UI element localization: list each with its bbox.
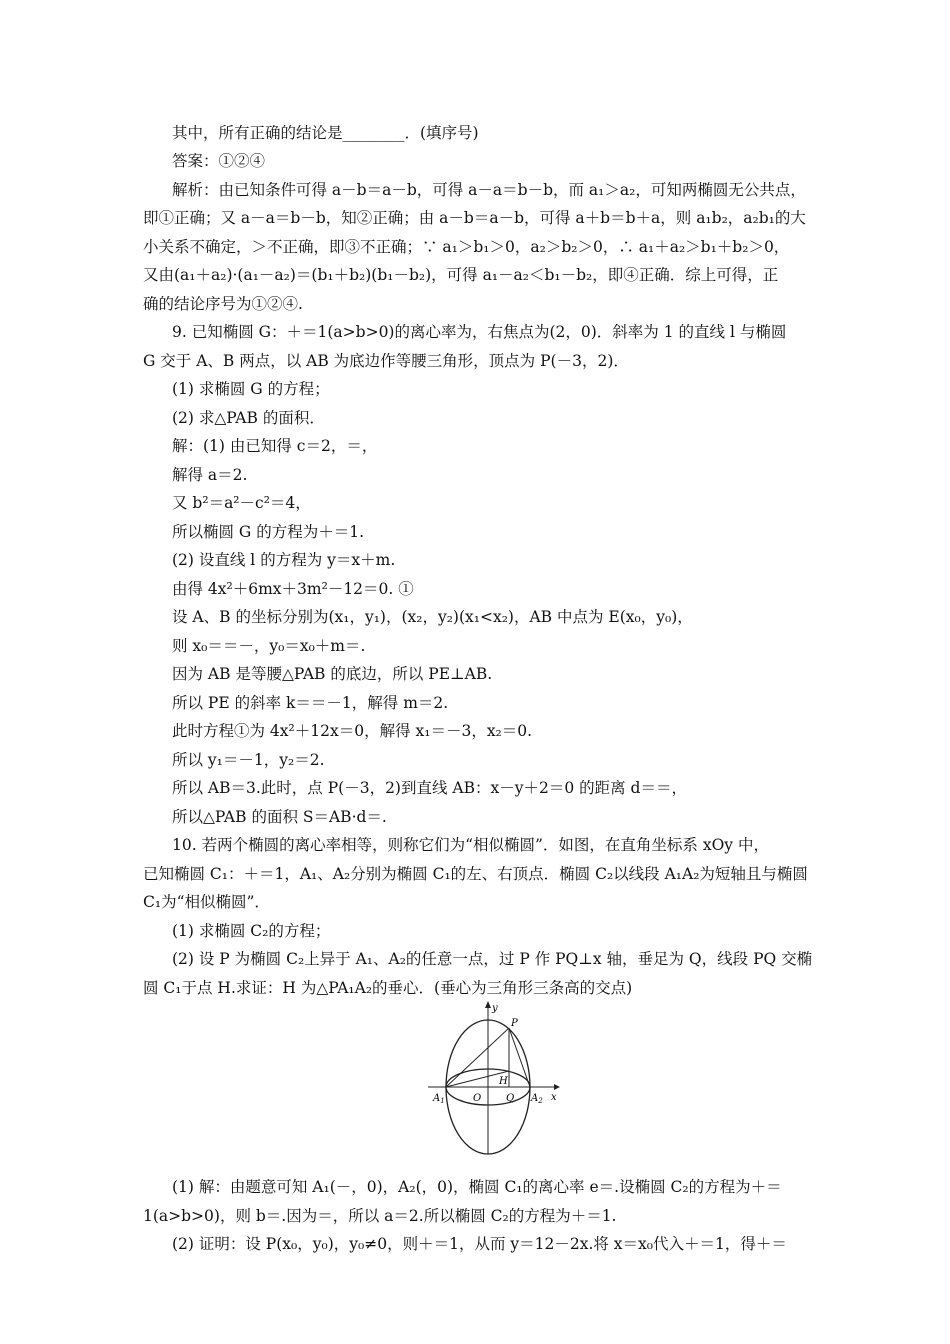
text-line: 已知椭圆 C₁：＋＝1，A₁、A₂分别为椭圆 C₁的左、右顶点．椭圆 C₂以线段 A₁A₂为短轴且与椭圆: [143, 865, 808, 883]
text-line: 所以 PE 的斜率 k＝＝－1，解得 m＝2.: [172, 694, 449, 712]
text-line: (2) 证明：设 P(x₀，y₀)，y₀≠0，则＋＝1，从而 y＝12－2x.将 x＝x₀代入＋＝1，得＋＝: [172, 1235, 787, 1253]
problem-10-line: 10. 若两个椭圆的离心率相等，则称它们为“相似椭圆”．如图，在直角坐标系 xOy 中，: [172, 836, 769, 854]
x-axis-arrow: [554, 1084, 560, 1090]
text-line: 1(a>b>0)，则 b＝.因为＝，所以 a＝2.所以椭圆 C₂的方程为＋＝1.: [143, 1207, 617, 1225]
y-axis-arrow: [485, 1001, 491, 1008]
text-line: 由得 4x²＋6mx＋3m²－12＝0. ①: [172, 580, 414, 598]
text-line: 所以 y₁＝－1，y₂＝2.: [172, 751, 325, 769]
text-line: 所以△PAB 的面积 S＝AB·d＝.: [172, 808, 387, 826]
label-o: O: [473, 1093, 482, 1104]
text-line: 即①正确；又 a－a＝b－b，知②正确；由 a－b＝a－b，可得 a＋b＝b＋a，则 a₁b₂，a₂b₁的大: [143, 209, 806, 227]
label-p: P: [511, 1018, 518, 1029]
text-line: 解析：由已知条件可得 a－b＝a－b，可得 a－a＝b－b，而 a₁＞a₂，可知两椭圆无公共点，: [172, 181, 806, 199]
answer-line: 答案：①②④: [172, 152, 266, 170]
text-line: (1) 求椭圆 G 的方程；: [172, 380, 330, 398]
segment-p-a2: [509, 1028, 530, 1087]
text-line: (2) 设直线 l 的方程为 y＝x＋m.: [172, 551, 396, 569]
text-line: (2) 求△PAB 的面积．: [172, 409, 325, 427]
label-h: H: [499, 1076, 508, 1087]
label-x: x: [551, 1092, 557, 1103]
label-q: Q: [506, 1093, 515, 1104]
label-a2: $A_2$: [531, 1093, 543, 1105]
text-line: 所以椭圆 G 的方程为＋＝1.: [172, 523, 365, 541]
text-line: 又 b²＝a²－c²＝4，: [172, 494, 311, 512]
ellipse-figure: [420, 1000, 565, 1160]
text-line: 此时方程①为 4x²＋12x＝0，解得 x₁＝－3，x₂＝0.: [172, 722, 533, 740]
text-line: 解得 a＝2.: [172, 466, 248, 484]
text-line: G 交于 A、B 两点，以 AB 为底边作等腰三角形，顶点为 P(－3，2)．: [143, 352, 629, 370]
text-line: 小关系不确定，＞不正确，即③不正确；∵ a₁＞b₁＞0，a₂＞b₂＞0，∴ a₁＋a₂＞b₁＋b₂＞0，: [143, 238, 790, 256]
text-line: (2) 设 P 为椭圆 C₂上异于 A₁、A₂的任意一点，过 P 作 PQ⊥x 轴，垂足为 Q，线段 PQ 交椭: [172, 950, 813, 968]
label-a1: $A_1$: [433, 1093, 445, 1105]
problem-9-line: 9. 已知椭圆 G：＋＝1(a>b>0)的离心率为，右焦点为(2，0)．斜率为 1 的直线 l 与椭圆: [172, 323, 787, 341]
label-y: y: [492, 1003, 498, 1014]
text-line: 因为 AB 是等腰△PAB 的底边，所以 PE⊥AB.: [172, 665, 493, 683]
text-line: 其中，所有正确的结论是________．(填序号): [172, 124, 479, 142]
text-line: 则 x₀＝＝－，y₀＝x₀＋m＝.: [172, 637, 366, 655]
text-line: (1) 解：由题意可知 A₁(－，0)，A₂(，0)，椭圆 C₁的离心率 e＝.设椭圆 C₂的方程为＋＝: [172, 1178, 782, 1196]
text-line: 圆 C₁于点 H.求证：H 为△PA₁A₂的垂心．(垂心为三角形三条高的交点): [143, 979, 633, 997]
text-line: C₁为“相似椭圆”．: [143, 893, 270, 911]
text-line: 设 A、B 的坐标分别为(x₁，y₁)，(x₂，y₂)(x₁<x₂)，AB 中点为 E(x₀，y₀)，: [172, 608, 693, 626]
text-line: 解：(1) 由已知得 c＝2，＝，: [172, 437, 378, 455]
text-line: 所以 AB＝3.此时，点 P(－3，2)到直线 AB：x－y＋2＝0 的距离 d＝＝，: [172, 779, 687, 797]
text-line: (1) 求椭圆 C₂的方程；: [172, 922, 331, 940]
text-line: 确的结论序号为①②④.: [143, 295, 303, 313]
text-line: 又由(a₁＋a₂)·(a₁－a₂)＝(b₁＋b₂)(b₁－b₂)，可得 a₁－a₂＜b₁－b₂，即④正确．综上可得，正: [143, 266, 779, 284]
